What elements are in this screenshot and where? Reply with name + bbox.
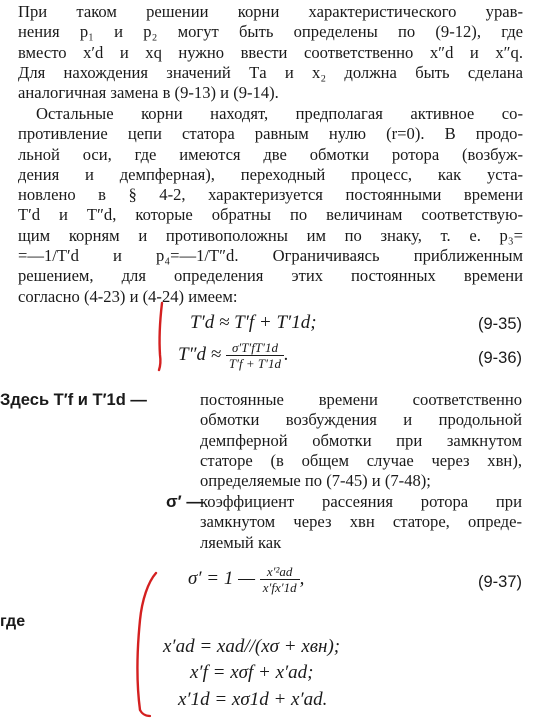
text-line: аналогичная замена в (9-13) и (9-14). [18,83,279,103]
fraction-denominator: x′fx′1d [262,580,297,595]
text-line: дения и демпферная), переходный процесс, как уста- [18,164,523,184]
equation-number-9-35: (9-35) [477,315,522,333]
equation-9-37 [188,564,304,595]
text-line: демпферной обмотки при замкнутом [200,430,522,450]
text-line: согласно (4-23) и (4-24) имеем: [18,286,238,306]
definition-term-sigma: σ′ — [166,492,204,511]
text-line: нения p₁ и p₂ могут быть определены по (9-12), где [18,22,523,42]
red-ink-mark [137,573,156,710]
fraction [226,340,284,371]
definition-body-tf-t1d [200,390,522,491]
fraction-denominator: T′f + T′1d [228,356,281,371]
paragraph-1 [18,2,523,103]
formula-x-1d: x′1d = xσ1d + x′ad. [178,689,328,710]
formula-x-ad: x′ad = xad//(xσ + xвн); [163,636,341,657]
text-line: Остальные корни находят, предполагая активное со- [36,104,523,123]
text-line: обмотки возбуждения и продольной [200,410,522,430]
where-label: где [0,613,26,630]
equation-9-36 [178,340,289,371]
paragraph-2 [18,104,523,307]
definition-body-sigma [200,492,522,553]
formula-x-f: x′f = xσf + x′ad; [190,662,314,683]
text-line: замкнутом через xвн статоре, опреде- [200,512,522,532]
fraction [260,564,300,595]
text-line: новлено в § 4-2, характеризуется постоянными времени [18,185,523,205]
definition-term-tf-t1d: Здесь T′f и T′1d — [0,391,147,409]
text-line: коэффициент рассеяния ротора при [200,492,522,511]
text-line: T′d и T″d, которые обратны по величинам соответствую- [18,205,523,225]
equation-lhs: σ′ = 1 — [188,567,255,589]
text-line: льной оси, где имеются две обмотки ротора (возбуж- [18,144,523,164]
text-line: решением, для определения этих постоянных времени [18,266,523,286]
text-line: противление цепи статора равным нулю (r=0). В продо- [18,124,523,144]
text-line: =—1/T′d и p₄=—1/T″d. Ограничиваясь приближенным [18,246,523,266]
equation-number-9-36: (9-36) [477,349,522,367]
equation-lhs: T″d ≈ [178,343,222,365]
text-line: вместо x′d и xq нужно ввести соответственно x″d и x″q. [18,42,523,62]
text-line: щим корням и противоположны им по знаку, т. е. p₃= [18,225,523,245]
red-ink-mark [140,710,150,716]
text-line: Для нахождения значений Tа и x₂ должна быть сделана [18,62,523,82]
text-line: определяемые по (7-45) и (7-48); [200,471,431,491]
equation-9-35: T′d ≈ T′f + T′1d; [190,312,317,333]
text-line: постоянные времени соответственно [200,390,522,409]
fraction-numerator: x′²ad [260,564,300,580]
text-line: ляемый как [200,532,282,552]
red-ink-mark [159,303,162,370]
text-line: статоре (в общем случае через xвн), [200,450,522,470]
equation-tail: . [283,343,289,365]
equation-number-9-37: (9-37) [477,573,522,591]
fraction-numerator: σ′T′fT′1d [226,340,284,356]
text-line: При таком решении корни характеристического урав- [18,2,523,21]
equation-tail: , [299,567,305,589]
